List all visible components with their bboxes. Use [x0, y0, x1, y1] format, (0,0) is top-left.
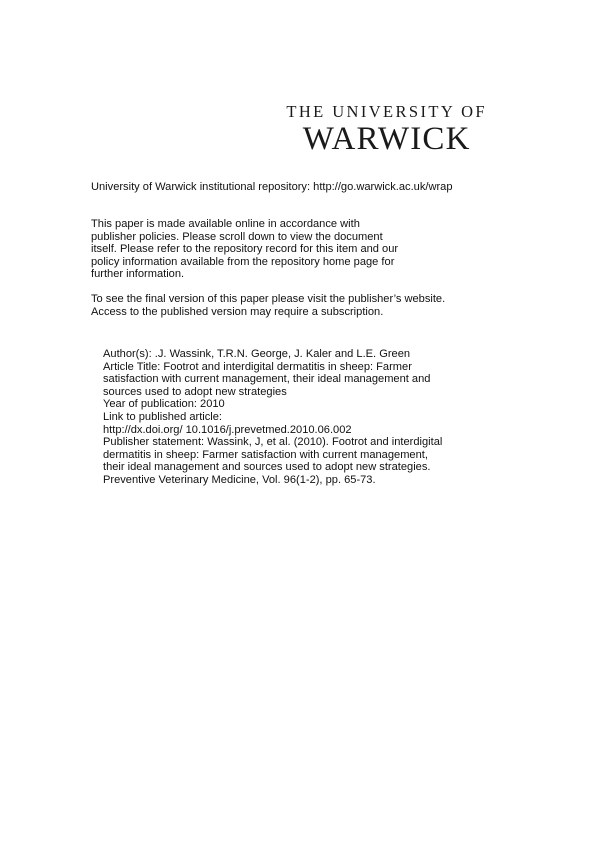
intro-line: publisher policies. Please scroll down to view the document [91, 230, 383, 243]
article-metadata [103, 348, 442, 487]
metadata-authors: Author(s): .J. Wassink, T.R.N. George, J. Kaler and L.E. Green [103, 348, 411, 360]
metadata-title-line: satisfaction with current management, their ideal management and [103, 373, 431, 386]
metadata-publisher-statement: their ideal management and sources used to adopt new strategies. [103, 461, 431, 474]
metadata-publisher-statement: dermatitis in sheep: Farmer satisfaction with current management, [103, 448, 428, 461]
logo-line-warwick: WARWICK [302, 121, 471, 157]
metadata-publisher-statement: Preventive Veterinary Medicine, Vol. 96(1-2), pp. 65-73. [103, 473, 376, 486]
metadata-publisher-statement: Publisher statement: Wassink, J, et al. (2010). Footrot and interdigital [103, 436, 443, 449]
intro-line: policy information available from the repository home page for [91, 255, 395, 268]
metadata-link-label: Link to published article: [103, 410, 223, 423]
metadata-year: Year of publication: 2010 [103, 398, 225, 411]
final-version-line: To see the final version of this paper please visit the publisher’s website. [91, 293, 446, 305]
university-logo [286, 103, 487, 157]
metadata-doi-link[interactable]: http://dx.doi.org/ 10.1016/j.prevetmed.2010.06.002 [103, 423, 352, 436]
intro-line: This paper is made available online in accordance with [91, 218, 360, 230]
intro-line: itself. Please refer to the repository record for this item and our [91, 243, 399, 256]
intro-line: further information. [91, 268, 185, 281]
final-version-paragraph [91, 293, 445, 318]
intro-paragraph [91, 218, 398, 281]
logo-line-university-of: THE UNIVERSITY OF [286, 102, 487, 121]
repository-line: University of Warwick institutional repository: http://go.warwick.ac.uk/wrap [91, 181, 453, 193]
final-version-line: Access to the published version may require a subscription. [91, 305, 384, 318]
metadata-title-line: Article Title: Footrot and interdigital dermatitis in sheep: Farmer [103, 360, 412, 373]
metadata-title-line: sources used to adopt new strategies [103, 385, 287, 398]
